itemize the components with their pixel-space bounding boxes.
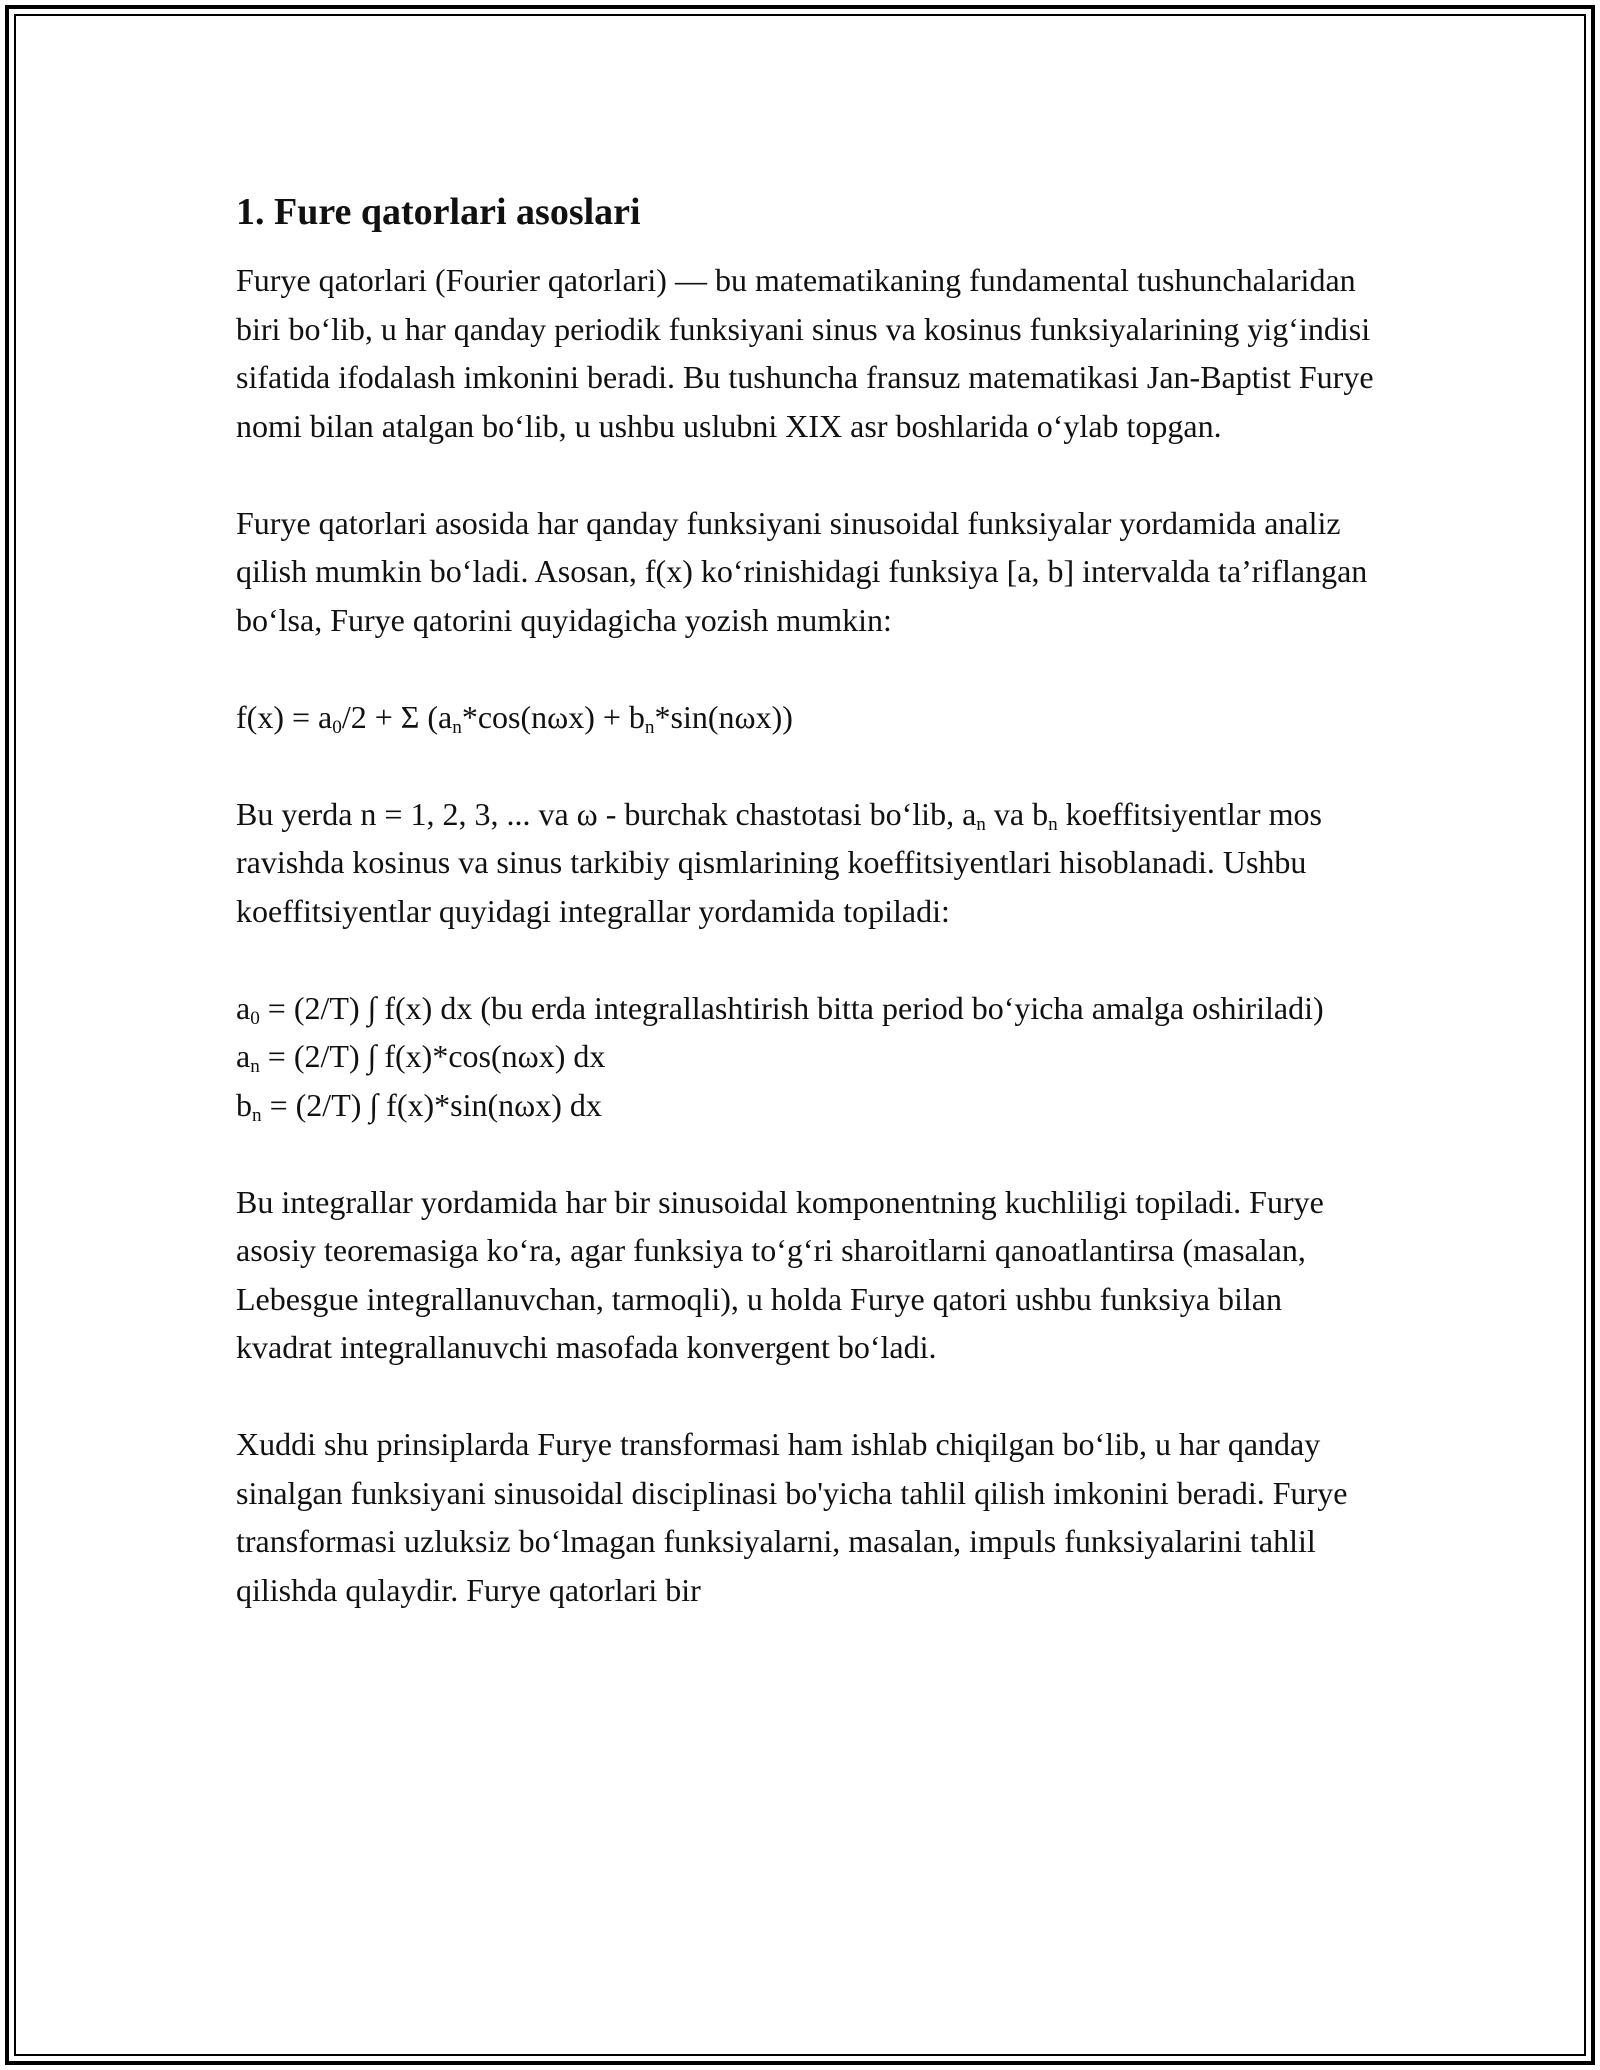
text-run: Bu yerda n = 1, 2, 3, ... va ω - burchak chastotasi bo‘lib, a (236, 795, 977, 832)
text-subscript: n (1048, 813, 1058, 835)
integral-symbol: a (236, 1038, 251, 1074)
integral-bn (236, 1081, 1376, 1130)
text-run: va b (985, 795, 1049, 832)
integral-symbol: b (236, 1086, 252, 1123)
integral-an (236, 1032, 1376, 1081)
formula-subscript: n (644, 716, 655, 738)
formula-part: f(x) = a (236, 698, 333, 735)
integral-subscript: n (252, 1104, 262, 1126)
formula-part: *cos(nωx) + b (461, 698, 645, 735)
fourier-series-formula (236, 693, 1376, 742)
paragraph-intro: Furye qatorlari (Fourier qatorlari) — bu matematikaning fundamental tushunchalaridan biri bo‘lib, u har qanday periodik funksiyani sinus va kosinus funksiyalarining yig‘indisi sifatida ifodalash imkonini beradi. Bu tushuncha fransuz matematikasi Jan-Baptist Furye nomi bilan atalgan bo‘lib, u ushbu uslubni XIX asr boshlarida o‘ylab topgan. (236, 262, 1374, 444)
formula-subscript: n (452, 716, 462, 738)
integral-expression: = (2/T) ∫ f(x)*cos(nωx) dx (259, 1038, 606, 1074)
integral-a0 (236, 984, 1376, 1033)
integral-subscript: n (250, 1055, 260, 1077)
formula-part: /2 + Σ (a (341, 698, 453, 735)
integral-expression: = (2/T) ∫ f(x) dx (bu erda integrallashtirish bitta period bo‘yicha amalga oshiriladi) (259, 989, 1324, 1026)
formula-part: *sin(nωx)) (654, 698, 793, 735)
paragraph-transform: Xuddi shu prinsiplarda Furye transformasi ham ishlab chiqilgan bo‘lib, u har qanday sinalgan funksiyani sinusoidal disciplinasi bo'yicha tahlil qilish imkonini beradi. Furye transformasi uzluksiz bo‘lmagan funksiyalarni, masalan, impuls funksiyalarini tahlil qilishda qulaydir. Furye qatorlari bir (236, 1426, 1348, 1608)
formula-subscript: 0 (332, 716, 342, 738)
coefficient-integrals (236, 984, 1376, 1130)
integral-subscript: 0 (250, 1007, 260, 1029)
document-body (236, 184, 1376, 1663)
paragraph-analysis: Furye qatorlari asosida har qanday funksiyani sinusoidal funksiyalar yordamida analiz qilish mumkin bo‘ladi. Asosan, f(x) ko‘rinishidagi funksiya [a, b] intervalda ta’riflangan bo‘lsa, Furye qatorini quyidagicha yozish mumkin: (236, 504, 1368, 638)
section-heading: 1. Fure qatorlari asoslari (236, 191, 641, 233)
integral-expression: = (2/T) ∫ f(x)*sin(nωx) dx (261, 1086, 602, 1123)
integral-symbol: a (236, 989, 251, 1026)
text-subscript: n (976, 813, 986, 835)
text-run: koeffitsiyentlar mos ravishda kosinus va sinus tarkibiy qismlarining koeffitsiyentlari hisoblanadi. Ushbu koeffitsiyentlar quyidagi integrallar yordamida topiladi: (236, 795, 1322, 929)
paragraph-coefficients (236, 790, 1376, 936)
paragraph-convergence: Bu integrallar yordamida har bir sinusoidal komponentning kuchliligi topiladi. Furye asosiy teoremasiga ko‘ra, agar funksiya to‘g‘ri sharoitlarni qanoatlantirsa (masalan, Lebesgue integrallanuvchan, tarmoqli), u holda Furye qatori ushbu funksiya bilan kvadrat integrallanuvchi masofada konvergent bo‘ladi. (236, 1183, 1324, 1365)
